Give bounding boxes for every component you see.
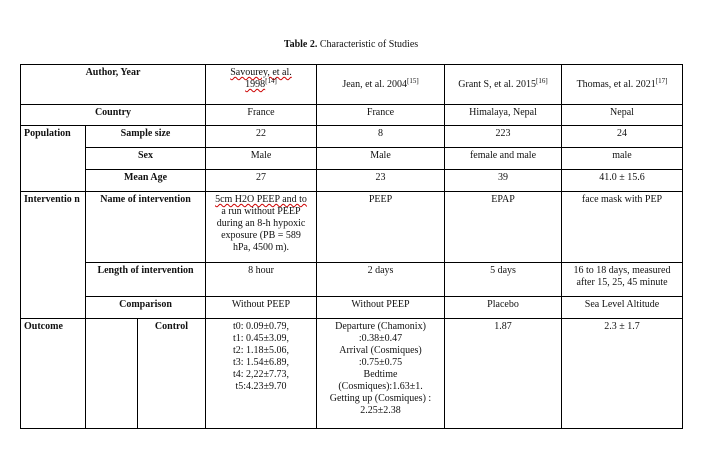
row-mean-age <box>21 170 683 192</box>
country-label: Country <box>21 105 206 126</box>
mean-age-label: Mean Age <box>86 170 206 192</box>
row-sample-size <box>21 126 683 148</box>
sex-value: Male <box>206 148 317 170</box>
row-name-of-intervention <box>21 192 683 263</box>
comparison-value: Sea Level Altitude <box>562 297 683 319</box>
control-value: Departure (Chamonix) :0.38±0.47 Arrival (Cosmiques) :0.75±0.75 Bedtime (Cosmiques):1.63±1. Getting up (Cosmiques) : 2.25±2.38 <box>317 319 445 429</box>
row-comparison <box>21 297 683 319</box>
header-study-2: Grant S, et al. 2015[16] <box>445 65 562 105</box>
caption-text: Characteristic of Studies <box>319 39 419 50</box>
mean-age-value: 39 <box>445 170 562 192</box>
control-label: Control <box>138 319 206 429</box>
mean-age-value: 27 <box>206 170 317 192</box>
characteristics-table <box>20 64 683 429</box>
control-value: 2.3 ± 1.7 <box>562 319 683 429</box>
control-value: t0: 0.09±0.79, t1: 0.45±3.09, t2: 1.18±5.06, t3: 1.54±6.89, t4: 2,22±7.73, t5:4.23±9.70 <box>206 319 317 429</box>
sample-size-value: 22 <box>206 126 317 148</box>
header-row <box>21 65 683 105</box>
length-label: Length of intervention <box>86 263 206 297</box>
intervention-name-value: EPAP <box>445 192 562 263</box>
comparison-value: Placebo <box>445 297 562 319</box>
row-length-of-intervention <box>21 263 683 297</box>
mean-age-value: 41.0 ± 15.6 <box>562 170 683 192</box>
sex-value: Male <box>317 148 445 170</box>
country-value: Himalaya, Nepal <box>445 105 562 126</box>
country-value: France <box>206 105 317 126</box>
comparison-value: Without PEEP <box>317 297 445 319</box>
header-author-year: Author, Year <box>21 65 206 105</box>
comparison-label: Comparison <box>86 297 206 319</box>
length-value: 16 to 18 days, measured after 15, 25, 45 minute <box>562 263 683 297</box>
name-of-intervention-label: Name of intervention <box>86 192 206 263</box>
sample-size-value: 223 <box>445 126 562 148</box>
outcome-label: Outcome <box>21 319 86 429</box>
row-control <box>21 319 683 429</box>
comparison-value: Without PEEP <box>206 297 317 319</box>
intervention-name-value: face mask with PEP <box>562 192 683 263</box>
control-value: 1.87 <box>445 319 562 429</box>
length-value: 2 days <box>317 263 445 297</box>
population-label: Population <box>21 126 86 192</box>
sample-size-value: 8 <box>317 126 445 148</box>
row-sex <box>21 148 683 170</box>
header-study-3: Thomas, et al. 2021[17] <box>562 65 683 105</box>
sex-value: female and male <box>445 148 562 170</box>
outcome-spacer-cell <box>86 319 138 429</box>
sample-size-value: 24 <box>562 126 683 148</box>
header-study-0: Savourey, et al. 1998[14] <box>206 65 317 105</box>
country-value: France <box>317 105 445 126</box>
intervention-name-value: PEEP <box>317 192 445 263</box>
sex-label: Sex <box>86 148 206 170</box>
header-study-1: Jean, et al. 2004[15] <box>317 65 445 105</box>
intervention-label: Interventio n <box>21 192 86 319</box>
mean-age-value: 23 <box>317 170 445 192</box>
caption-label: Table 2. <box>283 39 318 50</box>
intervention-name-value: 5cm H2O PEEP and to a run without PEEP during an 8-h hypoxic exposure (PB = 589 hPa, 4500 m). <box>206 192 317 263</box>
table-caption <box>0 39 702 50</box>
length-value: 8 hour <box>206 263 317 297</box>
length-value: 5 days <box>445 263 562 297</box>
sex-value: male <box>562 148 683 170</box>
row-country <box>21 105 683 126</box>
sample-size-label: Sample size <box>86 126 206 148</box>
country-value: Nepal <box>562 105 683 126</box>
